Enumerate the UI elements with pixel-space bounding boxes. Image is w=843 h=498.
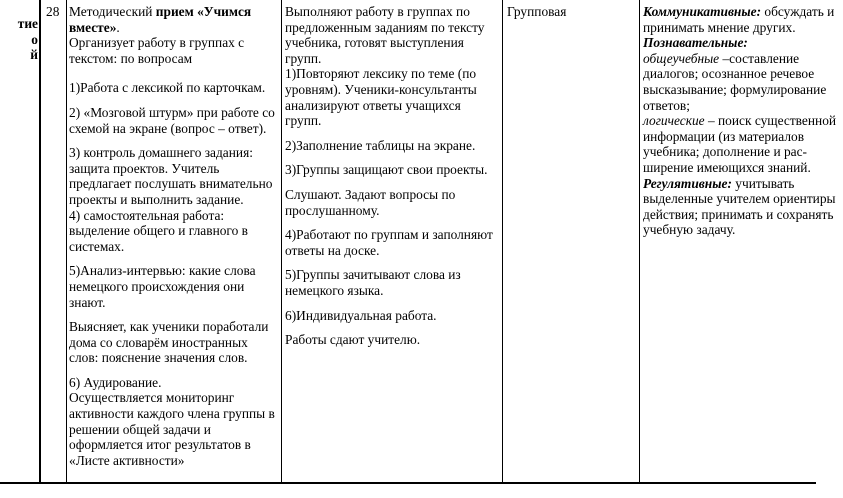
communicative-outcome: Коммуникативные: обсуждать и принимать мнение других. [643,4,835,35]
student-submit: Работы сдают учителю. [285,332,421,348]
teacher-step-3: 3) контроль домашнего задания: защита проектов. Учитель предлагает послушать внимательно проекты и выполнить задание. [69,145,273,207]
outcomes-cell [643,4,837,238]
method-name: прием «Учимся вместе» [69,4,252,35]
logic-outcome: логические – поиск существенной информации (из материалов учебника; дополнение и рас-ширение имеющихся знаний. [643,113,837,175]
work-form: Групповая [507,4,567,19]
general-label: общеучебные [643,50,720,66]
table-border-col1-col2 [66,0,67,484]
method-description: Организует работу в группах с текстом: по вопросам [69,35,245,66]
student-listen: Слушают. Задают вопросы по прослушанному. [285,186,456,218]
teacher-monitoring: Осуществляется мониторинг активности каждого члена группы в решении общей задачи и оформляется итог результатов в «Листе активности» [69,390,275,468]
cognitive-label: Познавательные: [643,35,748,51]
work-form-cell [507,4,635,20]
teacher-step-2: 2) «Мозговой штурм» при работе со схемой на экране (вопрос – ответ). [69,104,275,136]
student-step-6: 6)Индивидуальная работа. [285,307,437,323]
method-intro: Методический прием «Учимся вместе». [69,4,252,35]
student-step-4: 4)Работают по группам и заполняют ответы на доске. [285,227,493,258]
stage-name-line-1: тие [17,16,38,31]
regulative-outcome: Регулятивные: учитывать выделенные учителем ориентиры действия; принимать и сохранять учебную задачу. [643,175,836,238]
row-number: 28 [46,4,60,19]
student-step-2: 2)Заполнение таблицы на экране. [285,137,476,153]
general-outcome: общеучебные –составление диалогов; осознанное речевое высказывание; формулирование ответов; [643,50,827,113]
teacher-step-4: 4) самостоятельная работа: выделение общего и главного в системах. [69,207,248,254]
table-bottom-border [0,482,816,484]
teacher-activity-cell [69,4,275,468]
student-activity-cell [285,4,498,348]
stage-name-line-3: й [30,47,38,63]
row-number-cell [46,4,66,20]
table-border-col3-col4 [502,0,503,484]
teacher-step-5: 5)Анализ-интервью: какие слова немецкого происхождения они знают. [69,263,256,310]
table-border-col2-col3 [281,0,282,484]
teacher-step-6: 6) Аудирование. [69,374,162,390]
student-intro: Выполняют работу в группах по предложенным заданиям по тексту учебника, готовят выступления групп. [285,4,485,66]
stage-name-cell [0,16,38,63]
table-border-left-col1 [39,0,41,484]
table-border-col4-col5 [639,0,640,484]
teacher-note: Выясняет, как ученики поработали дома со словарём иностранных слов: пояснение значения слов. [69,319,269,366]
regulative-label: Регулятивные: [643,175,732,191]
logic-label: логические [643,113,705,129]
student-step-1: 1)Повторяют лексику по теме (по уровням). Ученики-консультанты анализируют ответы учащихся групп. [285,66,477,129]
communicative-label: Коммуникативные: [643,4,762,19]
student-step-3: 3)Группы защищают свои проекты. [285,162,488,178]
stage-name-line-2: о [31,31,38,47]
teacher-step-1: 1)Работа с лексикой по карточкам. [69,80,266,96]
student-step-5: 5)Группы зачитывают слова из немецкого языка. [285,267,461,298]
